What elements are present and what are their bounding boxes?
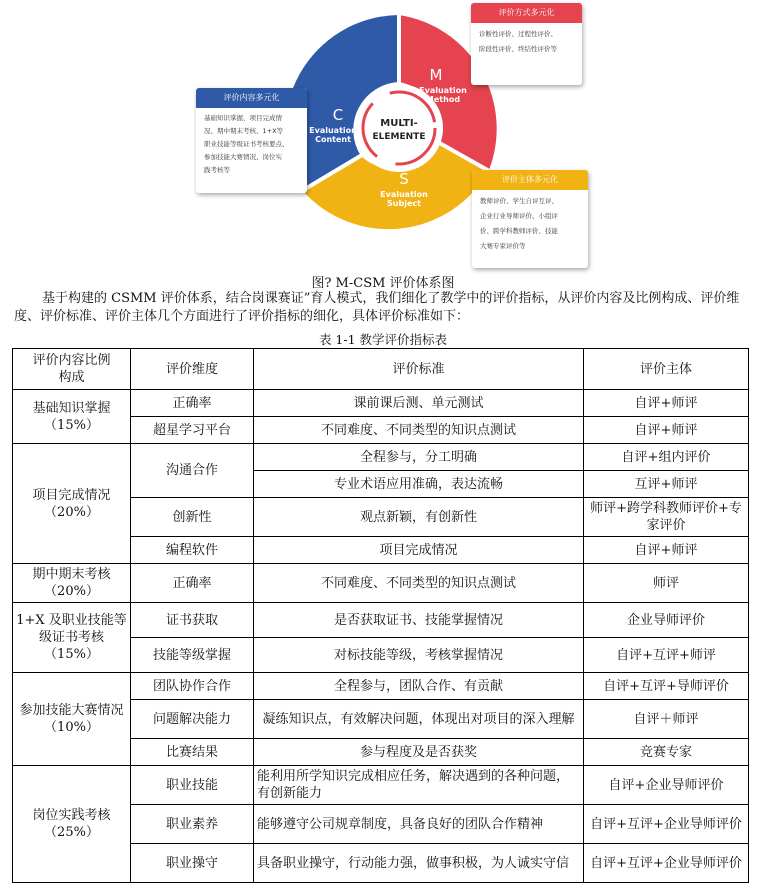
standard-cell: 不同难度、不同类型的知识点测试 — [254, 564, 584, 603]
header-dimension: 评价维度 — [131, 349, 254, 390]
table-row — [13, 390, 749, 417]
standard-cell: 全程参与，团队合作、有贡献 — [254, 673, 584, 700]
standard-cell: 观点新颖，有创新性 — [254, 498, 584, 537]
table-row — [13, 564, 749, 603]
letter-m: M — [429, 66, 443, 84]
box-content-line: 况、期中期末考核、1+X等 — [204, 127, 284, 135]
dimension-cell: 团队协作合作 — [131, 673, 254, 700]
table-row — [13, 673, 749, 700]
standard-cell: 能利用所学知识完成相应任务，解决遇到的各种问题，有创新能力 — [254, 766, 584, 805]
box-evaluation-content — [196, 88, 307, 193]
subject-cell: 自评+互评+师评 — [584, 638, 749, 673]
box-content-line: 参加技能大赛情况、岗位实 — [204, 153, 282, 161]
body-paragraph: 基于构建的 CSMM 评价体系，结合岗课赛证”育人模式，我们细化了教学中的评价指标，从评价内容及比例构成、评价维度、评价标准、评价主体几个方面进行了评价指标的细化，具体评价标准如下： — [14, 291, 740, 324]
box-evaluation-subject — [472, 170, 588, 268]
header-content: 评价内容比例构成 — [13, 349, 131, 390]
standard-cell: 全程参与，分工明确 — [254, 444, 584, 471]
group-cell: 项目完成情况 （20%） — [13, 444, 131, 564]
dimension-cell: 沟通合作 — [131, 444, 254, 498]
content-label-2: Content — [315, 135, 351, 144]
center-text-2: ELEMENTE — [372, 132, 426, 142]
csm-diagram — [0, 0, 766, 272]
standard-cell: 项目完成情况 — [254, 537, 584, 564]
box-content-title: 评价内容多元化 — [196, 88, 307, 108]
standard-cell: 对标技能等级，考核掌握情况 — [254, 638, 584, 673]
standard-cell: 课前课后测、单元测试 — [254, 390, 584, 417]
standard-cell: 专业术语应用准确，表达流畅 — [254, 471, 584, 498]
table-header-row — [13, 349, 749, 390]
subject-cell: 自评+师评 — [584, 390, 749, 417]
box-subject-line: 教师评价、学生自评互评、 — [480, 197, 558, 205]
evaluation-table — [12, 348, 749, 883]
subject-label-1: Evaluation — [380, 190, 428, 199]
group-cell: 1+X 及职业技能等级证书考核 （15%） — [13, 603, 131, 673]
subject-cell: 自评+师评 — [584, 417, 749, 444]
standard-cell: 参与程度及是否获奖 — [254, 739, 584, 766]
dimension-cell: 职业技能 — [131, 766, 254, 805]
dimension-cell: 比赛结果 — [131, 739, 254, 766]
subject-cell: 互评+师评 — [584, 471, 749, 498]
group-cell: 岗位实践考核 （25%） — [13, 766, 131, 883]
content-label-1: Evaluation — [309, 126, 357, 135]
cycle-chart — [0, 0, 766, 272]
subject-cell: 企业导师评价 — [584, 603, 749, 638]
box-method-title: 评价方式多元化 — [471, 3, 582, 23]
group-cell: 参加技能大赛情况 （10%） — [13, 673, 131, 766]
standard-cell: 是否获取证书、技能掌握情况 — [254, 603, 584, 638]
box-content-line: 职业技能等级证书考核要点、 — [204, 140, 289, 148]
standard-cell: 凝练知识点，有效解决问题，体现出对项目的深入理解 — [254, 700, 584, 739]
subject-cell: 自评+互评+导师评价 — [584, 673, 749, 700]
dimension-cell: 超星学习平台 — [131, 417, 254, 444]
subject-label-2: Subject — [387, 199, 421, 208]
standard-cell: 具备职业操守，行动能力强，做事积极，为人诚实守信 — [254, 844, 584, 883]
dimension-cell: 正确率 — [131, 390, 254, 417]
dimension-cell: 编程软件 — [131, 537, 254, 564]
letter-c: C — [332, 106, 344, 124]
center-text-1: MULTI- — [380, 118, 418, 129]
figure-caption: 图? M-CSM 评价体系图 — [311, 276, 455, 291]
subject-cell: 自评+组内评价 — [584, 444, 749, 471]
box-subject-line: 大赛专家评价等 — [480, 242, 526, 250]
standard-cell: 能够遵守公司规章制度，具备良好的团队合作精神 — [254, 805, 584, 844]
box-subject-line: 价、跨学科教师评价、技能 — [480, 227, 558, 235]
standard-cell: 不同难度、不同类型的知识点测试 — [254, 417, 584, 444]
header-standard: 评价标准 — [254, 349, 584, 390]
subject-cell: 自评+师评 — [584, 537, 749, 564]
subject-cell: 竞赛专家 — [584, 739, 749, 766]
box-content-line: 践考核等 — [204, 166, 230, 174]
box-subject-body — [472, 190, 588, 258]
group-cell: 基础知识掌握 （15%） — [13, 390, 131, 444]
box-content-body — [196, 108, 307, 181]
group-cell: 期中期末考核 （20%） — [13, 564, 131, 603]
dimension-cell: 创新性 — [131, 498, 254, 537]
box-method-body — [471, 23, 582, 61]
subject-cell: 自评+互评+企业导师评价 — [584, 805, 749, 844]
box-evaluation-method — [471, 3, 582, 85]
method-label-1: Evaluation — [419, 86, 467, 95]
box-subject-title: 评价主体多元化 — [472, 170, 588, 190]
box-subject-line: 企业行业导师评价、小组评 — [480, 212, 558, 220]
box-method-line: 诊断性评价、过程性评价、 — [479, 30, 557, 38]
dimension-cell: 正确率 — [131, 564, 254, 603]
subject-cell: 自评+企业导师评价 — [584, 766, 749, 805]
subject-cell: 自评+互评+企业导师评价 — [584, 844, 749, 883]
table-row — [13, 444, 749, 471]
method-label-2: Method — [425, 95, 461, 104]
dimension-cell: 问题解决能力 — [131, 700, 254, 739]
subject-cell: 师评 — [584, 564, 749, 603]
header-subject: 评价主体 — [584, 349, 749, 390]
dimension-cell: 技能等级掌握 — [131, 638, 254, 673]
box-content-line: 基础知识掌握、项目完成情 — [204, 114, 282, 122]
table-row — [13, 603, 749, 638]
letter-s: S — [399, 170, 409, 188]
table-caption: 表 1-1 教学评价指标表 — [318, 332, 448, 347]
subject-cell: 师评+跨学科教师评价+专家评价 — [584, 498, 749, 537]
subject-cell: 自评＋师评 — [584, 700, 749, 739]
box-method-line: 阶段性评价、终结性评价等 — [479, 45, 557, 53]
dimension-cell: 职业操守 — [131, 844, 254, 883]
dimension-cell: 证书获取 — [131, 603, 254, 638]
dimension-cell: 职业素养 — [131, 805, 254, 844]
table-row — [13, 766, 749, 805]
